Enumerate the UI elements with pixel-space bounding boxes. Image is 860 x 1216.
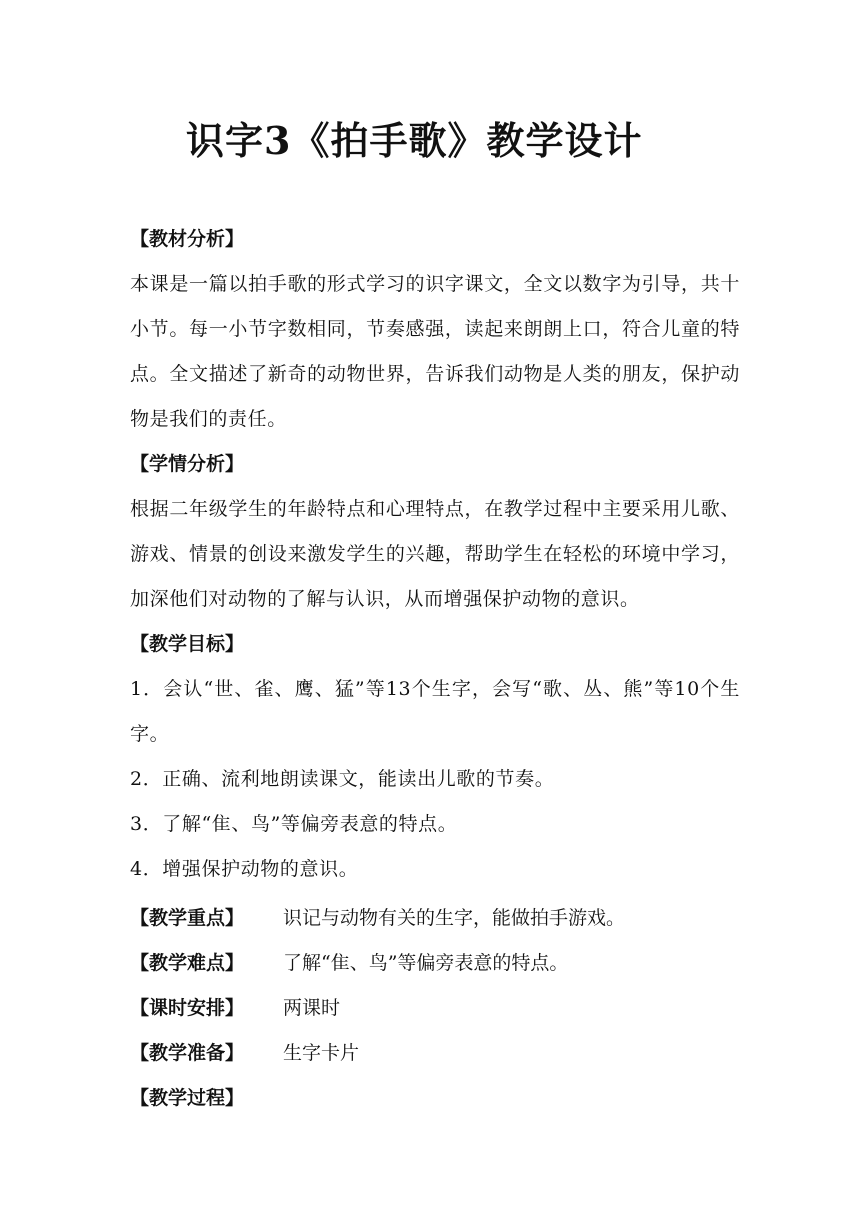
textbook-analysis-heading: 【教材分析】 — [130, 228, 245, 250]
preparation-value: 生字卡片 — [283, 1042, 360, 1064]
key-points-value: 识记与动物有关的生字，能做拍手游戏。 — [283, 907, 626, 929]
difficult-points-value: 了解“隹、鸟”等偏旁表意的特点。 — [283, 952, 569, 974]
objective-item-4: 4．增强保护动物的意识。 — [130, 858, 359, 880]
key-points-heading: 【教学重点】 — [130, 907, 245, 929]
objective-item-3: 3．了解“隹、鸟”等偏旁表意的特点。 — [130, 813, 458, 835]
process-row — [130, 1083, 244, 1110]
schedule-row — [130, 993, 341, 1020]
student-analysis-body: 根据二年级学生的年龄特点和心理特点，在教学过程中主要采用儿歌、游戏、情景的创设来激发学生的兴趣，帮助学生在轻松的环境中学习，加深他们对动物的了解与认识，从而增强保护动物的意识。 — [130, 498, 740, 610]
student-analysis-section — [130, 442, 740, 622]
preparation-heading: 【教学准备】 — [130, 1042, 245, 1064]
student-analysis-heading: 【学情分析】 — [130, 453, 245, 475]
textbook-analysis-body: 本课是一篇以拍手歌的形式学习的识字课文，全文以数字为引导，共十小节。每一小节字数相同，节奏感强，读起来朗朗上口，符合儿童的特点。全文描述了新奇的动物世界，告诉我们动物是人类的朋友，保护动物是我们的责任。 — [130, 273, 740, 430]
document-title: 识字3《拍手歌》教学设计 — [186, 118, 643, 163]
key-points-row — [130, 903, 626, 930]
objective-item-1: 1．会认“世、雀、鹰、猛”等13个生字，会写“歌、丛、熊”等10个生字。 — [130, 678, 740, 745]
preparation-row — [130, 1038, 360, 1065]
schedule-heading: 【课时安排】 — [130, 997, 245, 1019]
difficult-points-row — [130, 948, 569, 975]
textbook-analysis-section — [130, 217, 740, 442]
process-heading: 【教学过程】 — [130, 1087, 245, 1109]
objectives-section — [130, 622, 740, 892]
difficult-points-heading: 【教学难点】 — [130, 952, 245, 974]
objectives-heading: 【教学目标】 — [130, 633, 245, 655]
schedule-value: 两课时 — [283, 997, 341, 1019]
objective-item-2: 2．正确、流利地朗读课文，能读出儿歌的节奏。 — [130, 768, 555, 790]
